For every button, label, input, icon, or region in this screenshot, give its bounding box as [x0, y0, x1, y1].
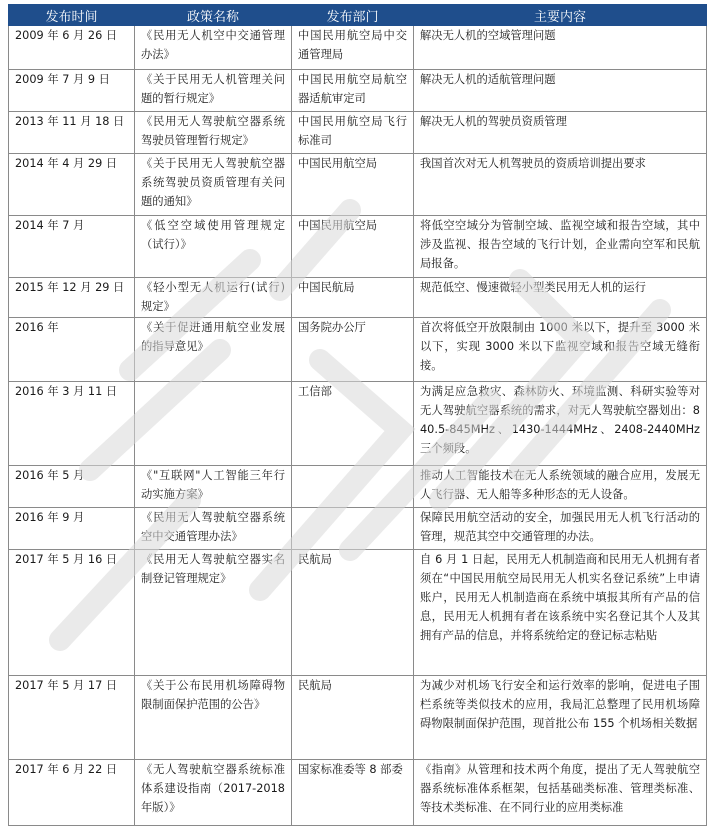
- cell-department: 民航局: [292, 676, 414, 760]
- table-row: [9, 70, 707, 112]
- cell-content: 首次将低空开放限制由 1000 米以下，提升至 3000 米以下，实现 3000 米以下监视空域和报告空域无缝衔接。: [414, 318, 707, 382]
- cell-content: 我国首次对无人机驾驶员的资质培训提出要求: [414, 154, 707, 216]
- cell-policy-name: 《民用无人驾驶航空器实名制登记管理规定》: [135, 550, 292, 676]
- cell-department: 工信部: [292, 382, 414, 466]
- cell-department: 民航局: [292, 550, 414, 676]
- cell-content: 解决无人机的适航管理问题: [414, 70, 707, 112]
- cell-policy-name: 《民用无人机空中交通管理办法》: [135, 26, 292, 70]
- table-row: [9, 508, 707, 550]
- cell-date: 2014 年 7 月: [9, 216, 135, 278]
- table-row: [9, 676, 707, 760]
- policy-table: [8, 4, 707, 826]
- cell-date: 2009 年 7 月 9 日: [9, 70, 135, 112]
- cell-date: 2017 年 5 月 16 日: [9, 550, 135, 676]
- cell-policy-name: 《"互联网"人工智能三年行动实施方案》: [135, 466, 292, 508]
- cell-date: 2013 年 11 月 18 日: [9, 112, 135, 154]
- cell-date: 2016 年: [9, 318, 135, 382]
- cell-content: 为减少对机场飞行安全和运行效率的影响，促进电子围栏系统等类似技术的应用，我局汇总整理了民用机场障碍物限制面保护范围，现首批公布 155 个机场相关数据: [414, 676, 707, 760]
- header-content: 主要内容: [414, 5, 707, 26]
- cell-content: 《指南》从管理和技术两个角度，提出了无人驾驶航空器系统标准体系框架，包括基础类标准、管理类标准、等技术类标准、在不同行业的应用类标准: [414, 760, 707, 826]
- table-row: [9, 216, 707, 278]
- cell-policy-name: 《民用无人驾驶航空器系统空中交通管理办法》: [135, 508, 292, 550]
- cell-content: 将低空空域分为管制空域、监视空域和报告空域，其中涉及监视、报告空域的飞行计划，企业需向空军和民航局报备。: [414, 216, 707, 278]
- table-row: [9, 154, 707, 216]
- cell-content: 解决无人机的驾驶员资质管理: [414, 112, 707, 154]
- cell-policy-name: 《关于促进通用航空业发展的指导意见》: [135, 318, 292, 382]
- cell-policy-name: 《关于民用无人驾驶航空器系统驾驶员资质管理有关问题的通知》: [135, 154, 292, 216]
- cell-policy-name: 《关于民用无人机管理关问题的暂行规定》: [135, 70, 292, 112]
- cell-policy-name: 《轻小型无人机运行(试行)规定》: [135, 278, 292, 318]
- table-row: [9, 26, 707, 70]
- cell-date: 2009 年 6 月 26 日: [9, 26, 135, 70]
- table-row: [9, 318, 707, 382]
- cell-date: 2016 年 9 月: [9, 508, 135, 550]
- cell-policy-name: 《关于公布民用机场障碍物限制面保护范围的公告》: [135, 676, 292, 760]
- cell-department: 中国民用航空局飞行标准司: [292, 112, 414, 154]
- cell-department: 国家标准委等 8 部委: [292, 760, 414, 826]
- cell-content: 自 6 月 1 日起，民用无人机制造商和民用无人机拥有者须在“中国民用航空局民用无人机实名登记系统”上申请账户，民用无人机制造商在系统中填报其所有产品的信息，民用无人机拥有者在该系统中实名登记其个人及其拥有产品的信息，并将系统给定的登记标志粘贴: [414, 550, 707, 676]
- header-policy-name: 政策名称: [135, 5, 292, 26]
- cell-content: 推动人工智能技术在无人系统领域的融合应用，发展无人飞行器、无人船等多种形态的无人设备。: [414, 466, 707, 508]
- cell-department: 中国民用航空局中交通管理局: [292, 26, 414, 70]
- cell-content: 规范低空、慢速微轻小型类民用无人机的运行: [414, 278, 707, 318]
- cell-policy-name: 《民用无人驾驶航空器系统驾驶员管理暂行规定》: [135, 112, 292, 154]
- cell-date: 2015 年 12 月 29 日: [9, 278, 135, 318]
- header-date: 发布时间: [9, 5, 135, 26]
- cell-date: 2014 年 4 月 29 日: [9, 154, 135, 216]
- cell-date: 2016 年 5 月: [9, 466, 135, 508]
- cell-date: 2017 年 5 月 17 日: [9, 676, 135, 760]
- cell-date: 2016 年 3 月 11 日: [9, 382, 135, 466]
- header-department: 发布部门: [292, 5, 414, 26]
- cell-policy-name: 《低空空域使用管理规定（试行）》: [135, 216, 292, 278]
- cell-content: 解决无人机的空域管理问题: [414, 26, 707, 70]
- table-row: [9, 278, 707, 318]
- header-row: [9, 5, 707, 26]
- cell-department: [292, 508, 414, 550]
- cell-content: 保障民用航空活动的安全，加强民用无人机飞行活动的管理，规范其空中交通管理的办法。: [414, 508, 707, 550]
- table-row: [9, 382, 707, 466]
- table-row: [9, 466, 707, 508]
- cell-department: 中国民用航空局: [292, 216, 414, 278]
- cell-date: 2017 年 6 月 22 日: [9, 760, 135, 826]
- cell-policy-name: [135, 382, 292, 466]
- cell-department: 中国民用航空局航空器适航审定司: [292, 70, 414, 112]
- cell-department: [292, 466, 414, 508]
- cell-department: 中国民航局: [292, 278, 414, 318]
- cell-content: 为满足应急救灾、森林防火、环境监测、科研实验等对无人驾驶航空器系统的需求，对无人驾驶航空器划出：840.5-845MHz、1430-1444MHz、2408-2440MHz 三个频段。: [414, 382, 707, 466]
- table-row: [9, 550, 707, 676]
- cell-department: 中国民用航空局: [292, 154, 414, 216]
- cell-department: 国务院办公厅: [292, 318, 414, 382]
- table-row: [9, 760, 707, 826]
- cell-policy-name: 《无人驾驶航空器系统标准体系建设指南（2017-2018 年版）》: [135, 760, 292, 826]
- table-row: [9, 112, 707, 154]
